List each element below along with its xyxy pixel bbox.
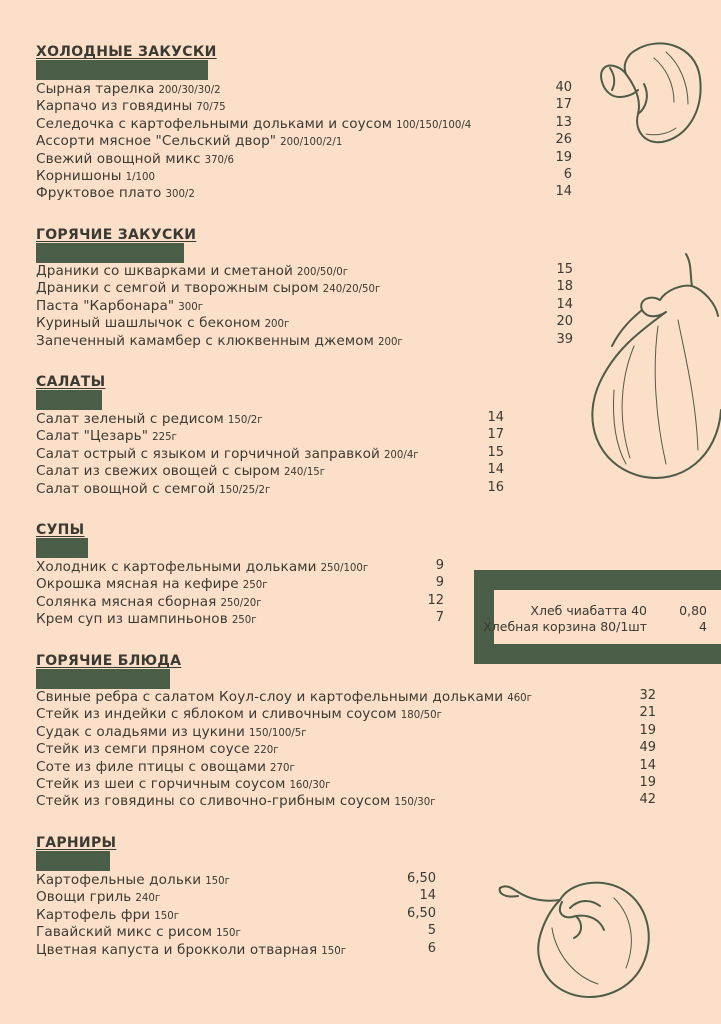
menu-item: Картофель фри 150г 6,50 (36, 905, 436, 923)
menu-item: Соте из филе птицы с овощами 270г 14 (36, 757, 656, 775)
menu-item: Запеченный камамбер с клюквенным джемом 200г 39 (36, 331, 573, 349)
menu-item: Фруктовое плато 300/2 14 (36, 184, 572, 202)
menu-item: Стейк из шеи с горчичным соусом 160/30г 19 (36, 774, 656, 792)
menu-item: Солянка мясная сборная 250/20г 12 (36, 592, 444, 610)
menu-item: Корнишоны 1/100 6 (36, 166, 572, 184)
bread-item: Хлеб чиабатта 40 0,80 (530, 603, 707, 618)
section-hot-dishes (36, 653, 656, 810)
section-title-bar (36, 851, 110, 871)
menu-item: Стейк из индейки с яблоком и сливочным соусом 180/50г 21 (36, 705, 656, 723)
section-title-bar (36, 390, 102, 410)
menu-item: Салат из свежих овощей с сыром 240/15г 14 (36, 462, 504, 480)
mushroom-icon (596, 38, 706, 150)
menu-item: Свежий овощной микс 370/6 19 (36, 149, 572, 167)
menu-item: Салат "Цезарь" 225г 17 (36, 427, 504, 445)
menu-item: Стейк из говядины со сливочно-грибным соусом 150/30г 42 (36, 792, 656, 810)
menu-item: Стейк из семги пряном соусе 220г 49 (36, 740, 656, 758)
section-sides (36, 835, 436, 958)
menu-item: Куриный шашлычок с беконом 200г 20 (36, 314, 573, 332)
section-title: ХОЛОДНЫЕ ЗАКУСКИ (36, 44, 217, 60)
menu-item: Ассорти мясное "Сельский двор" 200/100/2/1 26 (36, 132, 572, 150)
section-title-bar (36, 538, 88, 558)
menu-item: Цветная капуста и брокколи отварная 150г 6 (36, 940, 436, 958)
section-title: ГАРНИРЫ (36, 835, 117, 851)
menu-item: Селедочка с картофельными дольками и соусом 100/150/100/4 13 (36, 114, 572, 132)
section-cold-appetizers (36, 44, 572, 202)
menu-item: Драники с семгой и творожным сыром 240/20/50г 18 (36, 279, 573, 297)
menu-item: Салат зеленый с редисом 150/2г 14 (36, 410, 504, 427)
menu-item: Овощи гриль 240г 14 (36, 888, 436, 906)
section-title-bar (36, 60, 208, 80)
section-hot-appetizers (36, 227, 573, 349)
menu-item: Сырная тарелка 200/30/30/2 40 (36, 80, 572, 97)
menu-item: Гавайский микс с рисом 150г 5 (36, 923, 436, 941)
menu-item: Карпачо из говядины 70/75 17 (36, 97, 572, 115)
menu-item: Холодник с картофельными дольками 250/100г 9 (36, 558, 444, 575)
bread-item: Хлебная корзина 80/1шт 4 (483, 619, 707, 634)
section-title: СУПЫ (36, 522, 85, 538)
menu-item: Салат острый с языком и горчичной заправкой 200/4г 15 (36, 444, 504, 462)
section-title: ГОРЯЧИЕ БЛЮДА (36, 653, 182, 669)
menu-item: Окрошка мясная на кефире 250г 9 (36, 575, 444, 593)
section-title-bar (36, 243, 184, 263)
bread-box (474, 570, 721, 664)
eggplant-icon (586, 250, 721, 482)
tomato-icon (496, 872, 656, 1002)
menu-item: Драники со шкварками и сметаной 200/50/0г 15 (36, 262, 573, 279)
section-soups (36, 522, 444, 628)
bread-box-inner (483, 590, 721, 644)
menu-item: Свиные ребра с салатом Коул-слоу и картофельными дольками 460г 32 (36, 688, 656, 705)
menu-item: Паста "Карбонара" 300г 14 (36, 296, 573, 314)
section-salads (36, 374, 504, 497)
section-title: САЛАТЫ (36, 374, 106, 390)
menu-item: Судак с оладьями из цукини 150/100/5г 19 (36, 722, 656, 740)
menu-item: Картофельные дольки 150г 6,50 (36, 871, 436, 888)
section-title-bar (36, 669, 170, 689)
section-title: ГОРЯЧИЕ ЗАКУСКИ (36, 227, 197, 243)
menu-item: Салат овощной с семгой 150/25/2г 16 (36, 479, 504, 497)
menu-item: Крем суп из шампиньонов 250г 7 (36, 610, 444, 628)
